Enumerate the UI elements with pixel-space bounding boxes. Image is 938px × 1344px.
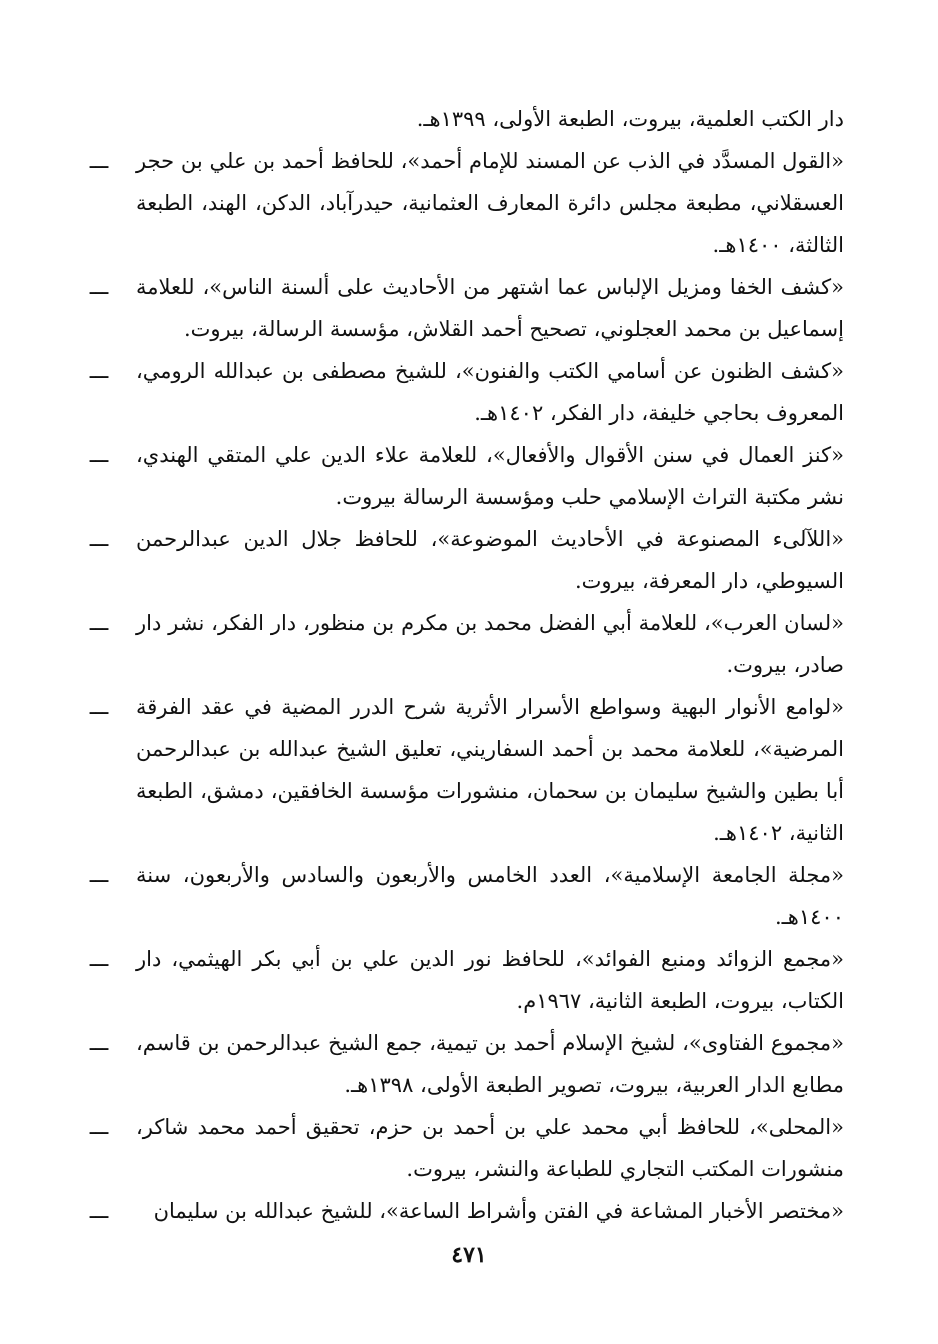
bibliography-page [84, 98, 844, 1232]
entry-text: «كشف الظنون عن أسامي الكتب والفنون»، للشيخ مصطفى بن عبدالله الرومي، المعروف بحاجي خليفة، دار الفكر، ١٤٠٢هـ. [136, 359, 844, 425]
entry-text: «مختصر الأخبار المشاعة في الفتن وأشراط الساعة»، للشيخ عبدالله بن سليمان [153, 1199, 844, 1223]
entry-dash: ـــ [89, 359, 109, 383]
bibliography-entry [84, 1022, 844, 1106]
entry-dash: ـــ [89, 695, 109, 719]
bibliography-entry [84, 266, 844, 350]
entry-dash: ـــ [89, 947, 109, 971]
entry-text: «لوامع الأنوار البهية وسواطع الأسرار الأثرية شرح الدرر المضية في عقد الفرقة المرضية»، للعلامة محمد بن أحمد السفاريني، تعليق الشيخ عبدالله بن عبدالرحمن أبا بطين والشيخ سليمان بن سحمان، منشورات مؤسسة الخافقين، دمشق، الطبعة الثانية، ١٤٠٢هـ. [136, 695, 844, 845]
bibliography-entry [84, 1106, 844, 1190]
entry-text: «لسان العرب»، للعلامة أبي الفضل محمد بن مكرم بن منظور، دار الفكر، نشر دار صادر، بيروت. [136, 611, 844, 677]
entry-dash: ـــ [89, 149, 109, 173]
entry-dash: ـــ [89, 1199, 109, 1223]
entry-dash: ـــ [89, 863, 109, 887]
bibliography-entry [84, 350, 844, 434]
entry-dash: ـــ [89, 611, 109, 635]
entry-dash: ـــ [89, 1031, 109, 1055]
bibliography-entry [84, 938, 844, 1022]
entry-dash: ـــ [89, 527, 109, 551]
page-number: ٤٧١ [451, 1242, 487, 1268]
bibliography-entry [84, 1190, 844, 1232]
entry-text: «كنز العمال في سنن الأقوال والأفعال»، للعلامة علاء الدين علي المتقي الهندي، نشر مكتبة التراث الإسلامي حلب ومؤسسة الرسالة بيروت. [136, 443, 844, 509]
entry-text: «مجمع الزوائد ومنبع الفوائد»، للحافظ نور الدين علي بن أبي بكر الهيثمي، دار الكتاب، بيروت، الطبعة الثانية، ١٩٦٧م. [136, 947, 844, 1013]
continuation-line: دار الكتب العلمية، بيروت، الطبعة الأولى، ١٣٩٩هـ. [416, 107, 844, 131]
entry-text: «المحلى»، للحافظ أبي محمد علي بن أحمد بن حزم، تحقيق أحمد محمد شاكر، منشورات المكتب التجاري للطباعة والنشر، بيروت. [136, 1115, 844, 1181]
bibliography-entry [84, 140, 844, 266]
bibliography-entry [84, 854, 844, 938]
entry-text: «مجلة الجامعة الإسلامية»، العدد الخامس والأربعون والسادس والأربعون، سنة ١٤٠٠هـ. [136, 863, 844, 929]
entry-dash: ـــ [89, 1115, 109, 1139]
bibliography-entry [84, 686, 844, 854]
entry-dash: ـــ [89, 275, 109, 299]
bibliography-entry [84, 434, 844, 518]
entry-text: «مجموع الفتاوى»، لشيخ الإسلام أحمد بن تيمية، جمع الشيخ عبدالرحمن بن قاسم، مطابع الدار العربية، بيروت، تصوير الطبعة الأولى، ١٣٩٨هـ. [136, 1031, 844, 1097]
entry-text: «كشف الخفا ومزيل الإلباس عما اشتهر من الأحاديث على ألسنة الناس»، للعلامة إسماعيل بن محمد العجلوني، تصحيح أحمد القلاش، مؤسسة الرسالة، بيروت. [136, 275, 844, 341]
bibliography-entry [84, 602, 844, 686]
entry-dash: ـــ [89, 443, 109, 467]
entry-text: «القول المسدَّد في الذب عن المسند للإمام أحمد»، للحافظ أحمد بن علي بن حجر العسقلاني، مطبعة مجلس دائرة المعارف العثمانية، حيدرآباد، الدكن، الهند، الطبعة الثالثة، ١٤٠٠هـ. [136, 149, 844, 257]
entry-text: «اللآلىء المصنوعة في الأحاديث الموضوعة»، للحافظ جلال الدين عبدالرحمن السيوطي، دار المعرفة، بيروت. [136, 527, 844, 593]
bibliography-entry [84, 518, 844, 602]
